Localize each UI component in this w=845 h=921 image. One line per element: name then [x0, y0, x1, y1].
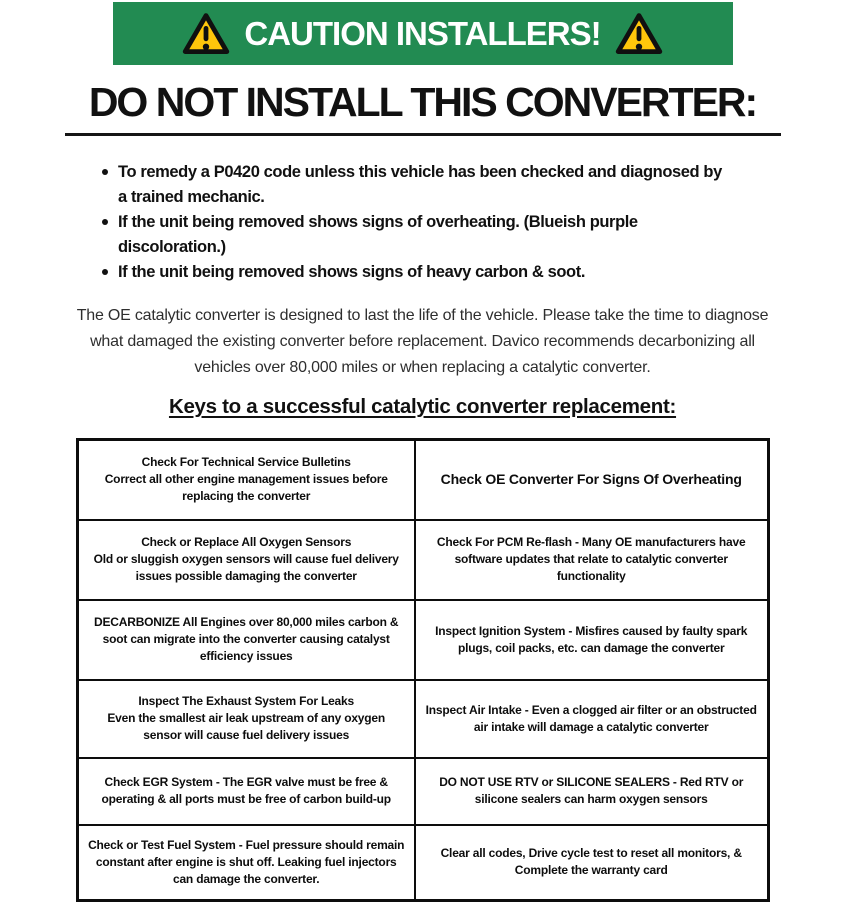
warning-text: To remedy a P0420 code unless this vehicle has been checked and diagnosed by a trained mechanic. — [118, 163, 722, 206]
table-row — [77, 825, 768, 901]
cell-body: Check For PCM Re-flash - Many OE manufacturers have software updates that relate to catalytic converter functionality — [436, 535, 746, 583]
warning-text: If the unit being removed shows signs of heavy carbon & soot. — [118, 263, 586, 281]
table-row — [77, 758, 768, 825]
cell-title: Check For Technical Service Bulletins — [141, 455, 351, 470]
cell-body: Check EGR System - The EGR valve must be free & operating & all ports must be free of carbon build-up — [101, 775, 391, 806]
caution-banner — [113, 2, 733, 65]
table-cell — [77, 825, 415, 901]
table-row — [77, 440, 768, 520]
cell-title: Check or Replace All Oxygen Sensors — [141, 535, 352, 549]
table-row — [77, 680, 768, 758]
table-cell — [415, 680, 768, 758]
cell-body: Inspect Air Intake - Even a clogged air filter or an obstructed air intake will damage a catalytic converter — [425, 702, 757, 734]
cell-body: DO NOT USE RTV or SILICONE SEALERS - Red RTV or silicone sealers can harm oxygen sensors — [439, 775, 744, 806]
cell-body: Even the smallest air leak upstream of any oxygen sensor will cause fuel delivery issues — [107, 711, 386, 742]
table-cell — [415, 600, 768, 680]
table-cell — [415, 440, 768, 520]
keys-heading: Keys to a successful catalytic converter replacement: — [168, 395, 677, 418]
table-cell — [77, 600, 415, 680]
bullet-dot-icon — [102, 169, 108, 175]
table-cell — [77, 758, 415, 825]
checklist-table — [76, 438, 770, 902]
bullet-dot-icon — [102, 219, 108, 225]
cell-title: Inspect The Exhaust System For Leaks — [138, 694, 354, 708]
intro-line: The OE catalytic converter is designed to last the life of the vehicle. Please take the time to diagnose — [76, 307, 769, 324]
warning-text: If the unit being removed shows signs of overheating. (Blueish purple discoloration.) — [118, 213, 638, 256]
cell-body: Check OE Converter For Signs Of Overheating — [440, 471, 742, 488]
cell-body: Check or Test Fuel System - Fuel pressure should remain constant after engine is shut off. Leaking fuel injectors can damage the converter. — [88, 837, 405, 886]
cell-body: Correct all other engine management issues before replacing the converter — [104, 472, 388, 504]
warning-list-item — [102, 260, 732, 285]
page-title: DO NOT INSTALL THIS CONVERTER: — [88, 79, 757, 125]
cell-body: Inspect Ignition System - Misfires caused by faulty spark plugs, coil packs, etc. can damage the converter — [435, 623, 748, 655]
divider-rule — [65, 133, 781, 136]
table-cell — [415, 520, 768, 600]
table-cell — [415, 758, 768, 825]
warning-list-item — [102, 160, 732, 210]
intro-paragraph — [0, 303, 845, 381]
table-row — [77, 600, 768, 680]
banner-title: CAUTION INSTALLERS! — [244, 14, 601, 52]
cell-body: Old or sluggish oxygen sensors will cause fuel delivery issues possible damaging the converter — [93, 552, 399, 583]
intro-line: what damaged the existing converter before replacement. Davico recommends decarbonizing all — [90, 333, 755, 350]
warning-list — [102, 160, 732, 285]
table-row — [77, 520, 768, 600]
table-cell — [77, 680, 415, 758]
warning-triangle-icon — [182, 12, 230, 56]
table-cell — [77, 440, 415, 520]
bullet-dot-icon — [102, 269, 108, 275]
warning-triangle-icon — [615, 12, 663, 56]
warning-list-item — [102, 210, 732, 260]
table-cell — [415, 825, 768, 901]
table-cell — [77, 520, 415, 600]
cell-body: Clear all codes, Drive cycle test to reset all monitors, & Complete the warranty card — [440, 846, 742, 878]
cell-body: DECARBONIZE All Engines over 80,000 miles carbon & soot can migrate into the converter causing catalyst efficiency issues — [94, 615, 399, 663]
intro-line: vehicles over 80,000 miles or when replacing a catalytic converter. — [194, 359, 651, 376]
